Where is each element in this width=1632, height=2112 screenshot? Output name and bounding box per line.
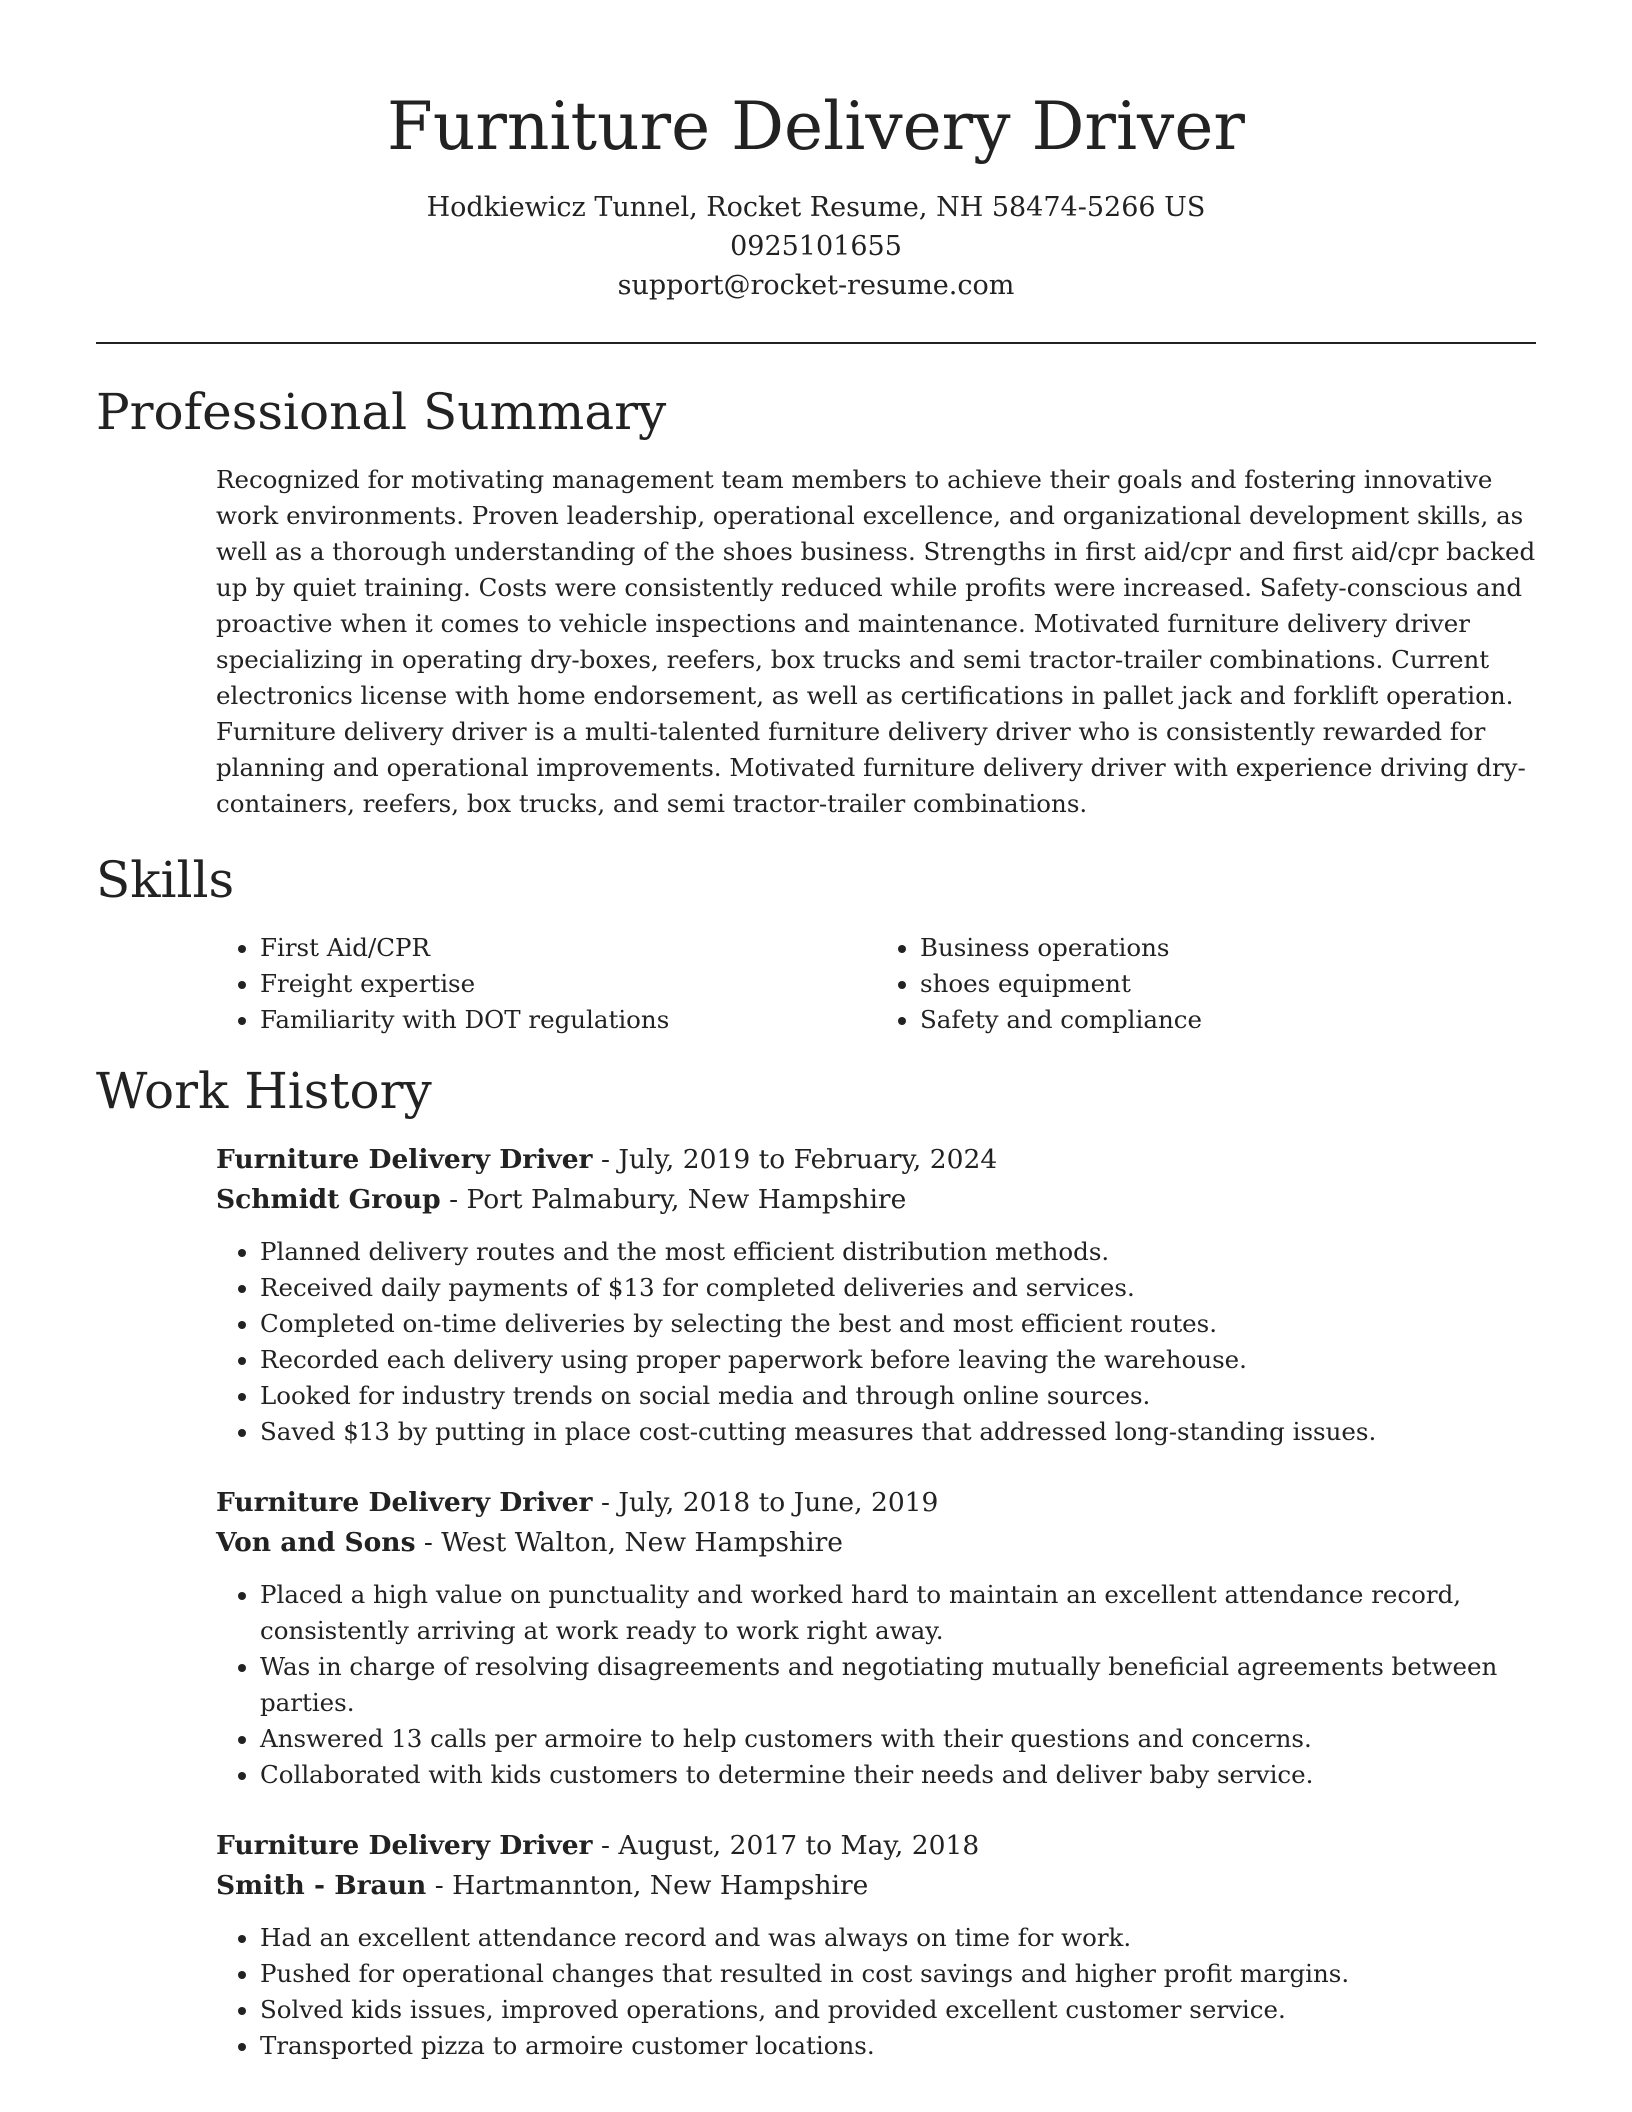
contact-address: Hodkiewicz Tunnel, Rocket Resume, NH 58474-5266 US (426, 192, 1206, 223)
job-company-line (216, 1866, 1536, 1906)
skills-column-right (876, 930, 1536, 1038)
work-history-heading: Work History (96, 1062, 432, 1120)
job-role: Furniture Delivery Driver (216, 1487, 593, 1518)
job-bullets (216, 1577, 1536, 1793)
job-bullet: • Received daily payments of $13 for completed deliveries and services. (260, 1270, 1536, 1306)
job-location: - West Walton, New Hampshire (415, 1527, 843, 1558)
job-bullet: • Transported pizza to armoire customer locations. (260, 2028, 1536, 2064)
job-company-line (216, 1180, 1536, 1220)
contact-phone: 0925101655 (730, 231, 902, 262)
job-bullet: • Was in charge of resolving disagreements and negotiating mutually beneficial agreements between parties. (260, 1649, 1536, 1721)
job-title-line (216, 1483, 1536, 1523)
job-company: Smith - Braun (216, 1870, 427, 1901)
job-dates: - August, 2017 to May, 2018 (592, 1830, 980, 1861)
skill-item: • Safety and compliance (920, 1002, 1536, 1038)
job-company: Schmidt Group (216, 1184, 441, 1215)
job-company: Von and Sons (216, 1527, 416, 1558)
job-location: - Hartmannton, New Hampshire (426, 1870, 869, 1901)
job-role: Furniture Delivery Driver (216, 1144, 593, 1175)
job-bullet: • Saved $13 by putting in place cost-cutting measures that addressed long-standing issues. (260, 1414, 1536, 1450)
job-bullet: • Pushed for operational changes that resulted in cost savings and higher profit margins. (260, 1956, 1536, 1992)
job-bullets (216, 1920, 1536, 2064)
job-bullet: • Planned delivery routes and the most efficient distribution methods. (260, 1234, 1536, 1270)
job-bullet: • Completed on-time deliveries by selecting the best and most efficient routes. (260, 1306, 1536, 1342)
job-bullet: • Recorded each delivery using proper paperwork before leaving the warehouse. (260, 1342, 1536, 1378)
job-dates: - July, 2018 to June, 2019 (592, 1487, 939, 1518)
skill-item: • shoes equipment (920, 966, 1536, 1002)
job-role: Furniture Delivery Driver (216, 1830, 593, 1861)
skill-item: • First Aid/CPR (260, 930, 876, 966)
skills-list (216, 930, 1536, 1038)
contact-info (96, 188, 1536, 305)
contact-email: support@rocket-resume.com (617, 270, 1015, 301)
job-bullet: • Solved kids issues, improved operations, and provided excellent customer service. (260, 1992, 1536, 2028)
job-title-line (216, 1826, 1536, 1866)
job-bullet: • Collaborated with kids customers to determine their needs and deliver baby service. (260, 1757, 1536, 1793)
resume-header (96, 84, 1536, 305)
job-bullet: • Answered 13 calls per armoire to help customers with their questions and concerns. (260, 1721, 1536, 1757)
skills-heading: Skills (96, 851, 235, 909)
job-location: - Port Palmabury, New Hampshire (440, 1184, 907, 1215)
job-entry (216, 1483, 1536, 1793)
skill-item: • Familiarity with DOT regulations (260, 1002, 876, 1038)
job-bullet: • Looked for industry trends on social media and through online sources. (260, 1378, 1536, 1414)
job-company-line (216, 1523, 1536, 1563)
header-divider (96, 342, 1536, 344)
skill-item: • Business operations (920, 930, 1536, 966)
job-title-line (216, 1140, 1536, 1180)
job-entry (216, 1140, 1536, 1450)
job-dates: - July, 2019 to February, 2024 (592, 1144, 998, 1175)
job-bullet: • Placed a high value on punctuality and worked hard to maintain an excellent attendance record, consistently arriving at work ready to work right away. (260, 1577, 1536, 1649)
skill-item: • Freight expertise (260, 966, 876, 1002)
skills-column-left (216, 930, 876, 1038)
job-bullets (216, 1234, 1536, 1450)
summary-heading: Professional Summary (96, 383, 667, 441)
job-entry (216, 1826, 1536, 2064)
summary-text: Recognized for motivating management team members to achieve their goals and fostering innovative work environments. Proven leadership, operational excellence, and organizational development skills, as well as a thorough understanding of the shoes business. Strengths in first aid/cpr and first aid/cpr backed up by quiet training. Costs were consistently reduced while profits were increased. Safety-conscious and proactive when it comes to vehicle inspections and maintenance. Motivated furniture delivery driver specializing in operating dry-boxes, reefers, box trucks and semi tractor-trailer combinations. Current electronics license with home endorsement, as well as certifications in pallet jack and forklift operation. Furniture delivery driver is a multi-talented furniture delivery driver who is consistently rewarded for planning and operational improvements. Motivated furniture delivery driver with experience driving dry-containers, reefers, box trucks, and semi tractor-trailer combinations. (216, 465, 1536, 818)
candidate-name: Furniture Delivery Driver (387, 88, 1245, 165)
job-bullet: • Had an excellent attendance record and was always on time for work. (260, 1920, 1536, 1956)
